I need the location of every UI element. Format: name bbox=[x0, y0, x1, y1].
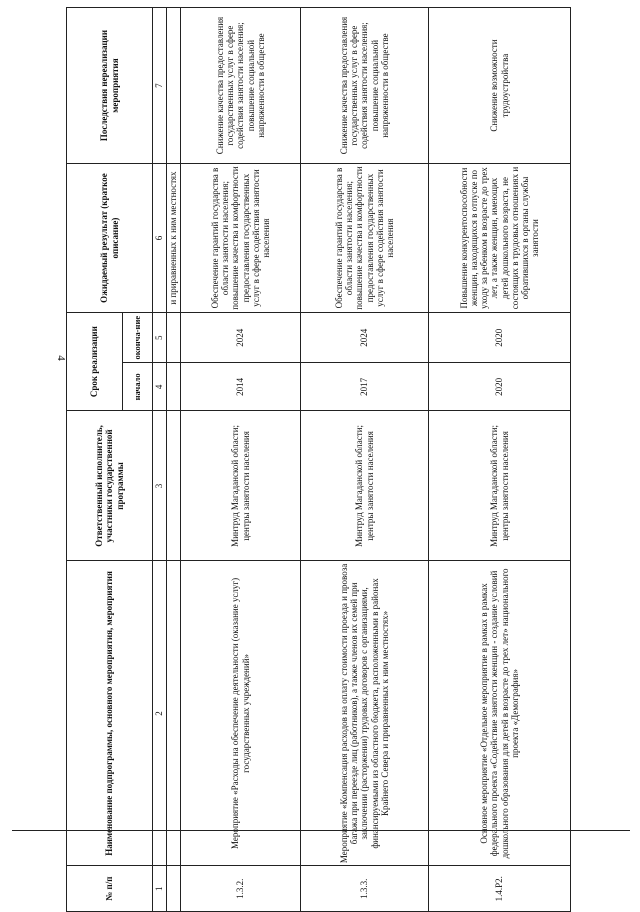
row-num: 1.3.3. bbox=[301, 866, 429, 912]
row-result: Обеспечение гарантий государства в области занятости населения; повышение качества и комфортности предоставления государственных услуг в сфере содействия занятости населения bbox=[181, 164, 301, 313]
table-row bbox=[181, 8, 301, 912]
program-activities-table bbox=[66, 7, 571, 912]
row-result: Обеспечение гарантий государства в области занятости населения; повышение качества и комфортности предоставления государственных услуг в сфере содействия занятости населения bbox=[301, 164, 429, 313]
column-number: 4 bbox=[153, 363, 167, 411]
column-number: 2 bbox=[153, 561, 167, 866]
header-end: оконча-ние bbox=[123, 312, 153, 362]
row-num: 1.3.2. bbox=[181, 866, 301, 912]
header-name: Наименование подпрограммы, основного мероприятия, мероприятия bbox=[67, 561, 153, 866]
row-end: 2024 bbox=[181, 312, 301, 362]
row-result: Повышение конкурентоспособности женщин, находящихся в отпуске по уходу за ребенком в возрасте до трех лет, а также женщин, имеющих детей дошкольного возраста, не состоящих в трудовых отношениях и обратившихся в органы службы занятости bbox=[429, 164, 571, 313]
column-number: 3 bbox=[153, 411, 167, 561]
continuation-row bbox=[167, 8, 181, 912]
column-number: 5 bbox=[153, 312, 167, 362]
column-number: 7 bbox=[153, 8, 167, 164]
table-row bbox=[429, 8, 571, 912]
header-result: Ожидаемый результат (краткое описание) bbox=[67, 164, 153, 313]
row-end: 2024 bbox=[301, 312, 429, 362]
header-consequences: Последствия нереализации мероприятия bbox=[67, 8, 153, 164]
table-row bbox=[301, 8, 429, 912]
header-num: № п/п bbox=[67, 866, 153, 912]
row-executor: Минтруд Магаданской области; центры занятости населения bbox=[301, 411, 429, 561]
row-start: 2014 bbox=[181, 363, 301, 411]
row-consequences: Снижение качества предоставления государственных услуг в сфере содействия занятости населения; повышение социальной напряженности в обществе bbox=[301, 8, 429, 164]
row-name: Мероприятие «Компенсация расходов на оплату стоимости проезда и провоза багажа при переезде лиц (работников), а также членов их семей при заключении (расторжении) трудовых договоров с организациями, финансируемыми из областного бюджета, расположенными в районах Крайнего Севера и приравненных к ним местностях» bbox=[301, 561, 429, 866]
header-period: Срок реализации bbox=[67, 312, 123, 410]
row-executor: Минтруд Магаданской области; центры занятости населения bbox=[429, 411, 571, 561]
column-number: 1 bbox=[153, 866, 167, 912]
rotated-table-page bbox=[66, 7, 575, 912]
row-executor: Минтруд Магаданской области; центры занятости населения bbox=[181, 411, 301, 561]
row-start: 2017 bbox=[301, 363, 429, 411]
horizontal-rule bbox=[12, 830, 630, 831]
row-name: Мероприятие «Расходы на обеспечение деятельности (оказание услуг) государственных учреждений» bbox=[181, 561, 301, 866]
header-start: начало bbox=[123, 363, 153, 411]
column-number: 6 bbox=[153, 164, 167, 313]
continuation-result: и приравненных к ним местностях bbox=[167, 164, 181, 313]
row-consequences: Снижение возможности трудоустройства bbox=[429, 8, 571, 164]
header-executor: Ответственный исполнитель, участники государственной программы bbox=[67, 411, 153, 561]
row-end: 2020 bbox=[429, 312, 571, 362]
page-number: 4 bbox=[54, 355, 67, 361]
row-consequences: Снижение качества предоставления государственных услуг в сфере содействия занятости населения; повышение социальной напряженности в обществе bbox=[181, 8, 301, 164]
row-start: 2020 bbox=[429, 363, 571, 411]
row-name: Основное мероприятие «Отдельное мероприятие в рамках в рамках федерального проекта «Содействие занятости женщин - создание условий дошкольного образования для детей в возрасте до трех лет» национального проекта «Демография» bbox=[429, 561, 571, 866]
row-num: 1.4.Р2. bbox=[429, 866, 571, 912]
